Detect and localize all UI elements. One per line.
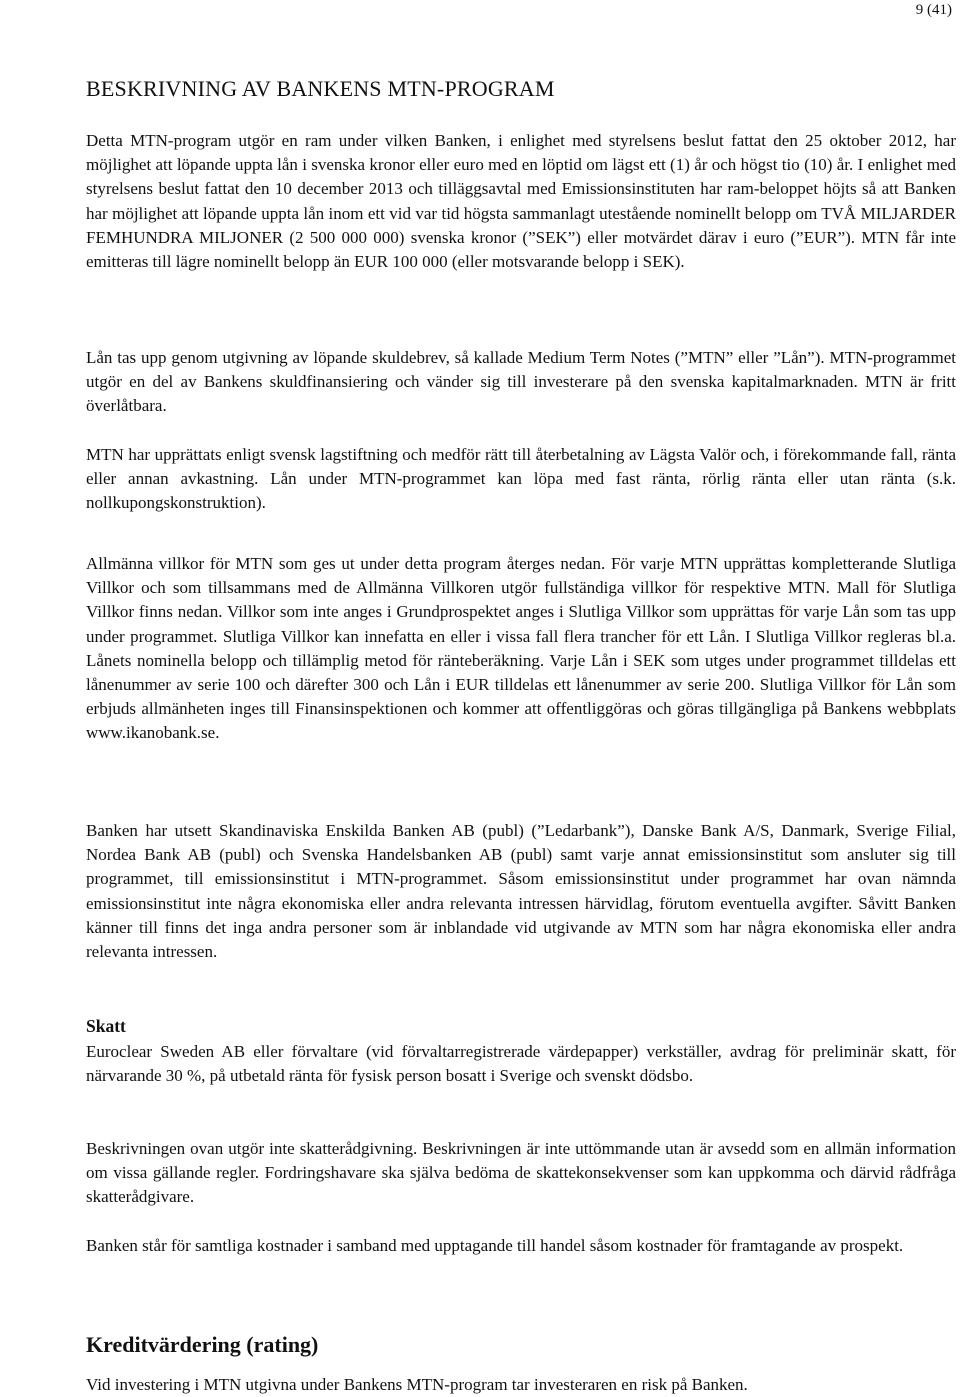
skatt-heading: Skatt <box>86 1016 126 1036</box>
skatt-paragraph-3: Banken står för samtliga kostnader i samband med upptagande till handel såsom kostnader för framtagande av prospekt. <box>86 1236 904 1255</box>
kreditvardering-paragraph: Vid investering i MTN utgivna under Bankens MTN-program tar investeraren en risk på Banken. <box>86 1375 748 1394</box>
kreditvardering-heading: Kreditvärdering (rating) <box>86 1332 319 1357</box>
section-heading: BESKRIVNING AV BANKENS MTN-PROGRAM <box>86 76 555 101</box>
page-number: 9 (41) <box>915 2 952 18</box>
paragraph-mtn: MTN har upprättats enligt svensk lagstiftning och medför rätt till återbetalning av Lägsta Valör och, i förekommande fall, ränta eller annan avkastning. Lån under MTN-programmet kan löpa med fast ränta, rörlig ränta eller utan ränta (s.k. nollkupongskonstruktion). <box>86 445 956 513</box>
paragraph-lan: Lån tas upp genom utgivning av löpande skuldebrev, så kallade Medium Term Notes (”MTN” eller ”Lån”). MTN-programmet utgör en del av Bankens skuldfinansiering och vänder sig till investerare på den svenska kapitalmarknaden. MTN är fritt överlåtbara. <box>86 348 956 416</box>
paragraph-emissionsinstitut: Banken har utsett Skandinaviska Enskilda Banken AB (publ) (”Ledarbank”), Danske Bank A/S, Danmark, Sverige Filial, Nordea Bank AB (publ) och Svenska Handelsbanken AB (publ) samt varje annat emissionsinstitut som ansluter sig till programmet, till emissionsinstitut i MTN-programmet. Såsom emissionsinstitut under programmet har ovan nämnda emissionsinstitut inte några ekonomiska eller andra relevanta intressen härvidlag, förutom eventuella avgifter. Såvitt Banken känner till finns det inga andra personer som är inblandade vid utgivande av MTN som har några ekonomiska eller andra relevanta intressen. <box>86 821 956 962</box>
skatt-paragraph-1: Euroclear Sweden AB eller förvaltare (vid förvaltarregistrerade värdepapper) verkställer, avdrag för preliminär skatt, för närvarande 30 %, på utbetald ränta för fysisk person bosatt i Sverige och svenskt dödsbo. <box>86 1042 956 1086</box>
intro-paragraph: Detta MTN-program utgör en ram under vilken Banken, i enlighet med styrelsens beslut fattat den 25 oktober 2012, har möjlighet att löpande uppta lån i svenska kronor eller euro med en löptid om lägst ett (1) år och högst tio (10) år. I enlighet med styrelsens beslut fattat den 10 december 2013 och tilläggsavtal med Emissionsinstituten har ram-beloppet höjts så att Banken har möjlighet att löpande uppta lån inom ett vid var tid högsta sammanlagt utestående nominellt belopp om TVÅ MILJARDER FEMHUNDRA MILJONER (2 500 000 000) svenska kronor (”SEK”) eller motvärdet därav i euro (”EUR”). MTN får inte emitteras till lägre nominellt belopp än EUR 100 000 (eller motsvarande belopp i SEK). <box>86 131 956 272</box>
skatt-paragraph-2: Beskrivningen ovan utgör inte skatterådgivning. Beskrivningen är inte uttömmande utan är avsedd som en allmän information om vissa gällande regler. Fordringshavare ska själva bedöma de skattekonsekvenser som kan uppkomma och därvid rådfråga skatterådgivare. <box>86 1139 956 1207</box>
paragraph-allmanna-villkor: Allmänna villkor för MTN som ges ut under detta program återges nedan. För varje MTN upprättas kompletterande Slutliga Villkor och som tillsammans med de Allmänna Villkoren utgör fullständiga villkor för respektive MTN. Mall för Slutliga Villkor finns nedan. Villkor som inte anges i Grundprospektet anges i Slutliga Villkor som upprättas för varje Lån som tas upp under programmet. Slutliga Villkor kan innefatta en eller i vissa fall flera trancher för ett Lån. I Slutliga Villkor regleras bl.a. Lånets nominella belopp och tillämplig metod för ränteberäkning. Varje Lån i SEK som utges under programmet tilldelas ett lånenummer av serie 100 och därefter 300 och Lån i EUR tilldelas ett lånenummer av serie 200. Slutliga Villkor för Lån som erbjuds allmänheten inges till Finansinspektionen och kommer att offentliggöras och göras tillgängliga på Bankens webbplats www.ikanobank.se. <box>86 554 956 743</box>
